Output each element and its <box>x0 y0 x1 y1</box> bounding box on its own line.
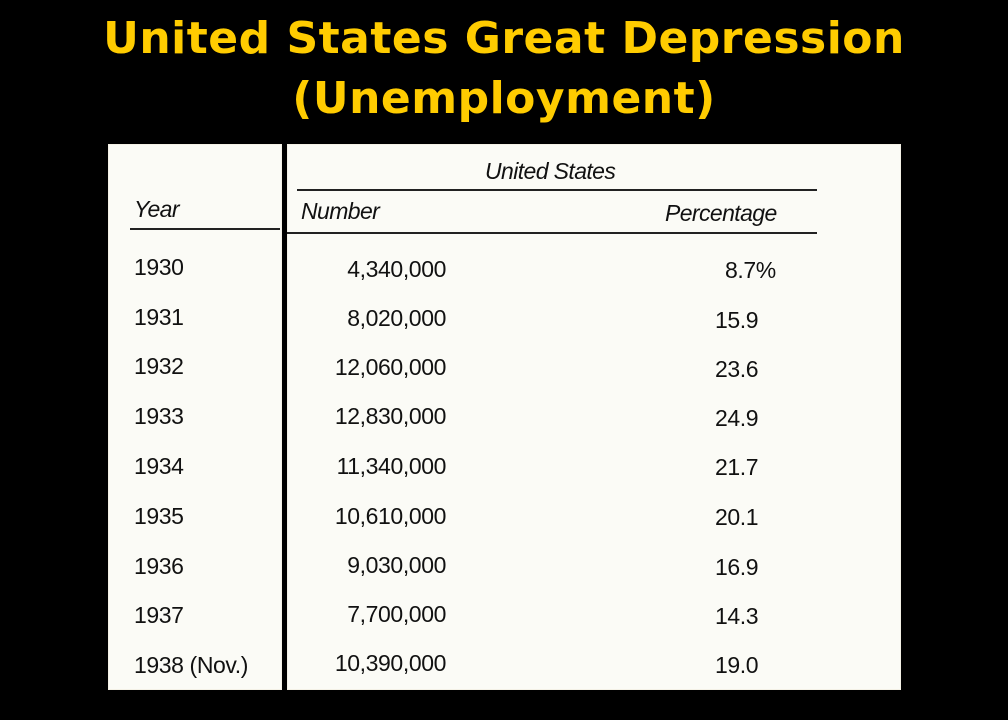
year-cell: 1932 <box>134 353 184 379</box>
percentage-cell: 14.3 <box>715 603 759 629</box>
number-cell: 12,060,000 <box>334 354 446 380</box>
percentage-cell: 15.9 <box>715 307 759 333</box>
group-header-rule <box>297 189 817 191</box>
us-data-panel <box>287 144 901 690</box>
number-cell: 10,610,000 <box>334 503 446 529</box>
number-header: Number <box>301 198 380 224</box>
year-cell: 1934 <box>134 453 184 479</box>
number-cell: 12,830,000 <box>334 403 446 429</box>
percentage-cell: 24.9 <box>715 405 759 431</box>
year-cell: 1930 <box>134 254 184 280</box>
number-cell: 9,030,000 <box>347 552 446 578</box>
percentage-cell: 21.7 <box>715 454 759 480</box>
united-states-header: United States <box>485 158 616 184</box>
percentage-cell: 19.0 <box>715 652 759 678</box>
year-cell: 1933 <box>134 403 184 429</box>
year-cell: 1935 <box>134 503 184 529</box>
percentage-cell: 8.7% <box>725 257 776 283</box>
year-header: Year <box>134 196 179 222</box>
year-cell: 1938 (Nov.) <box>134 652 249 678</box>
percentage-cell: 20.1 <box>715 504 759 530</box>
year-header-rule <box>130 228 280 230</box>
year-column-panel <box>108 144 282 690</box>
percentage-cell: 23.6 <box>715 356 759 382</box>
column-header-rule <box>287 232 817 234</box>
number-cell: 4,340,000 <box>347 256 446 282</box>
number-cell: 11,340,000 <box>336 453 446 479</box>
number-cell: 7,700,000 <box>347 601 446 627</box>
slide-subtitle: (Unemployment) <box>292 73 716 124</box>
year-cell: 1936 <box>134 553 184 579</box>
percentage-header: Percentage <box>665 200 777 226</box>
slide-title: United States Great Depression <box>103 13 905 64</box>
number-cell: 8,020,000 <box>347 305 446 331</box>
year-cell: 1937 <box>134 602 184 628</box>
percentage-cell: 16.9 <box>715 554 759 580</box>
number-cell: 10,390,000 <box>334 650 446 676</box>
year-cell: 1931 <box>134 304 184 330</box>
